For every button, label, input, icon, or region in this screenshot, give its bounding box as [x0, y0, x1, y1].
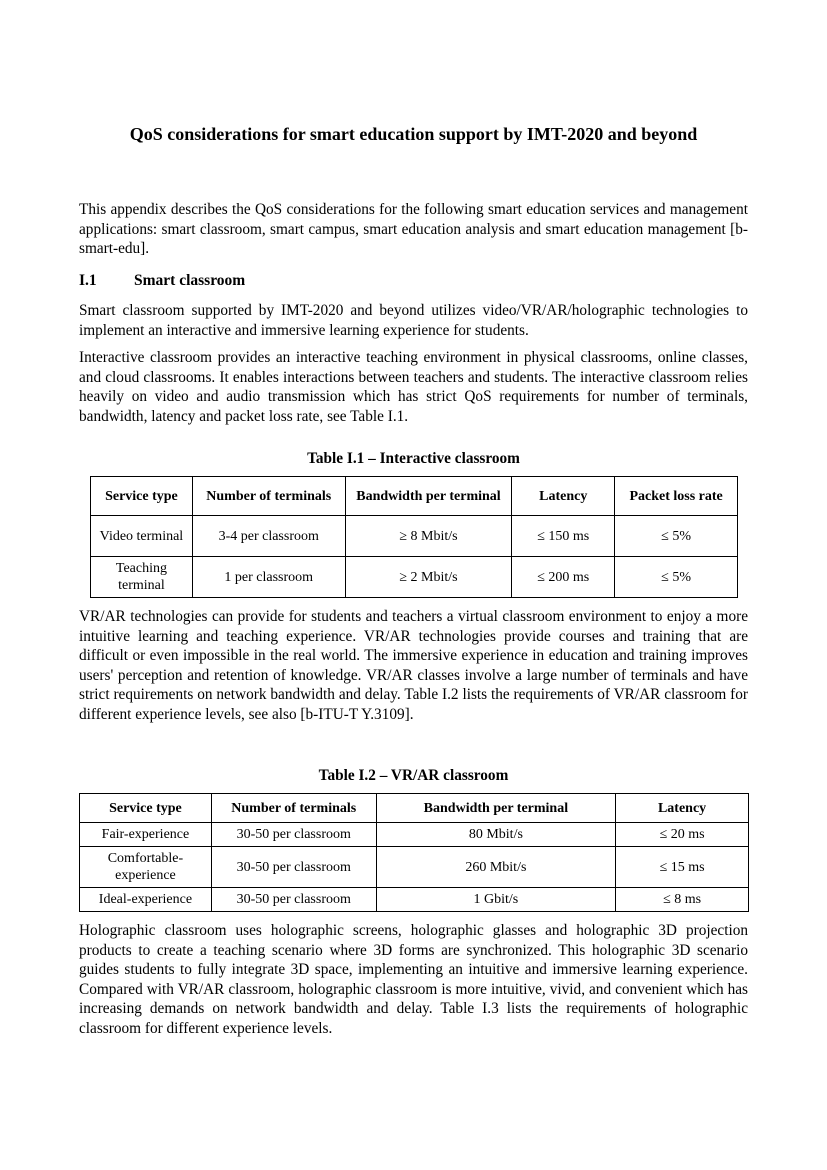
table-interactive-classroom: [90, 476, 738, 598]
table1-caption: Table I.1 – Interactive classroom: [307, 450, 520, 467]
table-cell: 80 Mbit/s: [376, 823, 616, 847]
table1-header: Latency: [512, 477, 615, 516]
paragraph-interactive-classroom: Interactive classroom provides an interactive teaching environment in physical classrooms, online classes, and cloud classrooms. It enables interactions between teachers and students. The interactive classroom relies heavily on video and audio transmission which has strict QoS requirements for number of terminals, bandwidth, latency and packet loss rate, see Table I.1.: [79, 349, 748, 425]
intro-paragraph: This appendix describes the QoS considerations for the following smart education services and management applications: smart classroom, smart campus, smart education analysis and smart education management [b-smart-edu].: [79, 201, 748, 257]
table-cell: Video terminal: [91, 516, 193, 557]
table2-header: Number of terminals: [211, 794, 376, 823]
table-row: [80, 823, 749, 847]
table-cell: 30-50 per classroom: [211, 823, 376, 847]
table-cell: ≥ 8 Mbit/s: [345, 516, 512, 557]
table-cell: Fair-experience: [80, 823, 212, 847]
table-cell: Ideal-experience: [80, 888, 212, 912]
table-cell: 1 Gbit/s: [376, 888, 616, 912]
paragraph-vr-ar: VR/AR technologies can provide for students and teachers a virtual classroom environment to enjoy a more intuitive learning and teaching experience. VR/AR technologies provide courses and training that are difficult or even impossible in the real world. The immersive experience in education and training improves users' perception and retention of knowledge. VR/AR classes involve a large number of terminals and have strict requirements on network bandwidth and delay. Table I.2 lists the requirements of VR/AR classroom for different experience levels, see also [b-ITU-T Y.3109].: [79, 608, 748, 723]
table-cell: 1 per classroom: [192, 557, 345, 598]
section-heading: [79, 272, 245, 290]
table-row: [91, 516, 738, 557]
table-cell: ≤ 200 ms: [512, 557, 615, 598]
section-number: I.1: [79, 272, 97, 289]
table-row: [80, 847, 749, 888]
table-cell: 260 Mbit/s: [376, 847, 616, 888]
table-row: [91, 557, 738, 598]
table-cell: Comfortable-experience: [80, 847, 212, 888]
table2-header: Latency: [616, 794, 749, 823]
table1-header-row: [91, 477, 738, 516]
table-cell: 3-4 per classroom: [192, 516, 345, 557]
table-cell: ≤ 150 ms: [512, 516, 615, 557]
table-row: [80, 888, 749, 912]
paragraph-smart-classroom: Smart classroom supported by IMT-2020 and beyond utilizes video/VR/AR/holographic technologies to implement an interactive and immersive learning experience for students.: [79, 302, 748, 339]
table-vr-ar-classroom: [79, 793, 749, 912]
table-cell: 30-50 per classroom: [211, 888, 376, 912]
table-cell: ≤ 8 ms: [616, 888, 749, 912]
table-cell: ≥ 2 Mbit/s: [345, 557, 512, 598]
table1-header: Service type: [91, 477, 193, 516]
table-cell: ≤ 5%: [615, 516, 738, 557]
table-cell: ≤ 15 ms: [616, 847, 749, 888]
table1-header: Number of terminals: [192, 477, 345, 516]
table2-header: Bandwidth per terminal: [376, 794, 616, 823]
section-title: Smart classroom: [134, 272, 246, 289]
table-cell: Teaching terminal: [91, 557, 193, 598]
table2-header-row: [80, 794, 749, 823]
table-cell: ≤ 5%: [615, 557, 738, 598]
page-title: QoS considerations for smart education support by IMT-2020 and beyond: [129, 124, 698, 144]
table2-caption: Table I.2 – VR/AR classroom: [318, 767, 509, 784]
table-cell: ≤ 20 ms: [616, 823, 749, 847]
paragraph-holographic: Holographic classroom uses holographic screens, holographic glasses and holographic 3D projection products to create a teaching scenario where 3D forms are synchronized. This holographic 3D scenario guides students to fully integrate 3D space, implementing an intuitive and immersive learning experience. Compared with VR/AR classroom, holographic classroom is more intuitive, vivid, and convenient which has increasing demands on network bandwidth and delay. Table I.3 lists the requirements of holographic classroom for different experience levels.: [79, 922, 748, 1037]
table1-header: Bandwidth per terminal: [345, 477, 512, 516]
table-cell: 30-50 per classroom: [211, 847, 376, 888]
table1-header: Packet loss rate: [615, 477, 738, 516]
table2-header: Service type: [80, 794, 212, 823]
